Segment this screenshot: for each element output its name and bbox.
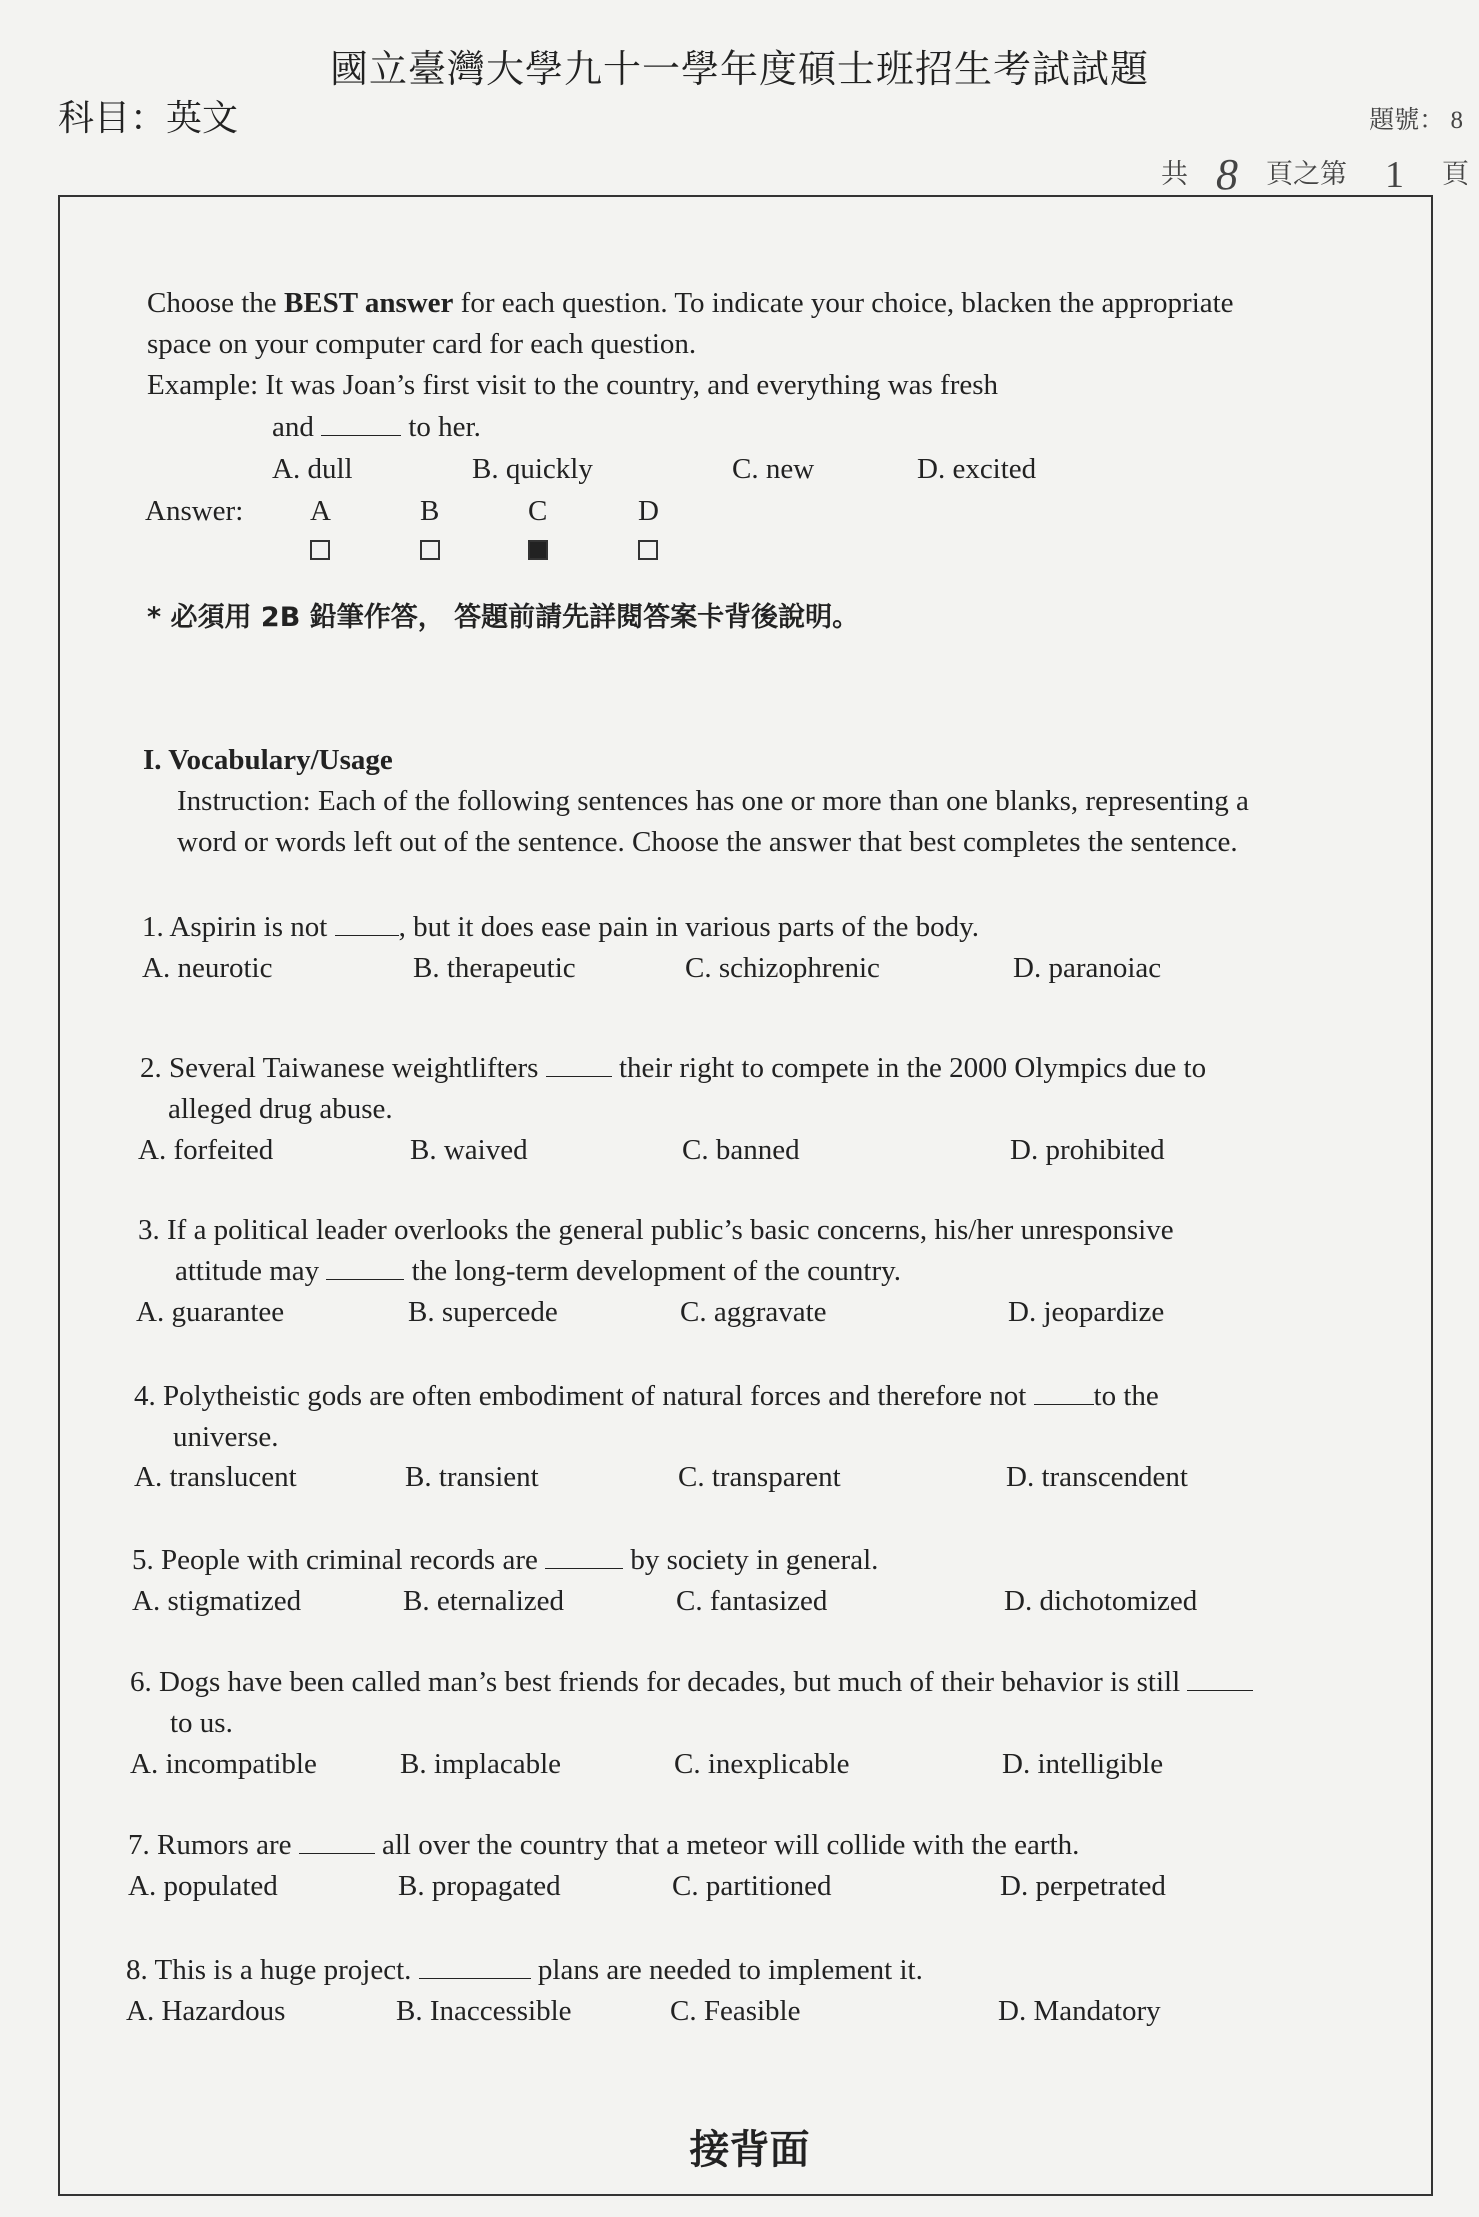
blank	[321, 434, 401, 436]
question-7-option-d: D. perpetrated	[1000, 1870, 1166, 1902]
question-3-line-2	[175, 1251, 901, 1292]
question-7-line-1	[128, 1825, 1079, 1866]
question-1-option-b: B. therapeutic	[413, 952, 576, 984]
question-8-line-1	[126, 1950, 923, 1991]
question-6-line-2	[170, 1703, 233, 1744]
example-line-2	[272, 407, 481, 448]
question-text: 5. People with criminal records are	[132, 1544, 546, 1576]
example-text: and	[272, 411, 314, 443]
section-title: I. Vocabulary/Usage	[143, 744, 393, 776]
answer-box-d	[638, 540, 658, 560]
question-text: to the	[1093, 1380, 1159, 1412]
blank	[335, 934, 399, 936]
question-4-option-d: D. transcendent	[1006, 1461, 1188, 1493]
example-line-1: Example: It was Joan’s first visit to the country, and everything was fresh	[147, 369, 999, 401]
question-1-option-c: C. schizophrenic	[685, 952, 880, 984]
answer-letter-c: C	[528, 495, 548, 527]
blank	[299, 1852, 375, 1854]
instruction-bold: BEST answer	[283, 287, 454, 319]
question-text: 1. Aspirin is not	[142, 911, 335, 943]
question-6-option-a: A. incompatible	[130, 1748, 317, 1780]
question-8-option-c: C. Feasible	[670, 1995, 801, 2027]
page-suffix: 頁	[1442, 159, 1469, 189]
answer-box-b	[420, 540, 440, 560]
question-8-option-b: B. Inaccessible	[396, 1995, 572, 2027]
question-8-option-d: D. Mandatory	[998, 1995, 1161, 2027]
page-info	[1161, 143, 1469, 199]
instruction-text: Choose the	[147, 287, 284, 319]
example-option-a: A. dull	[272, 453, 353, 485]
current-page: 1	[1385, 154, 1404, 196]
question-2-option-b: B. waived	[410, 1134, 528, 1166]
question-text: plans are needed to implement it.	[530, 1954, 923, 1986]
note-bold: 2B	[260, 602, 301, 633]
instruction-text: for each question. To indicate your choice, blacken the appropriate	[453, 287, 1234, 319]
question-text: 4. Polytheistic gods are often embodiment of natural forces and therefore not	[134, 1380, 1034, 1412]
example-option-c: C. new	[732, 453, 815, 485]
section-instruction-line-1: Instruction: Each of the following sentences has one or more than one blanks, representing a	[177, 785, 1249, 817]
instruction-line-1	[147, 283, 1234, 324]
answer-letter-d: D	[638, 495, 659, 527]
answer-letter-a: A	[310, 495, 331, 527]
question-6-line-1	[130, 1662, 1253, 1703]
question-7-option-a: A. populated	[128, 1870, 278, 1902]
question-4-line-2	[173, 1417, 279, 1458]
subject-label: 科目：英文	[58, 98, 239, 138]
question-3-option-d: D. jeopardize	[1008, 1296, 1165, 1328]
question-text: , but it does ease pain in various parts of the body.	[398, 911, 979, 943]
question-5-option-c: C. fantasized	[676, 1585, 828, 1617]
exam-title: 國立臺灣大學九十一學年度碩士班招生考試試題	[329, 49, 1149, 91]
question-text: the long-term development of the country.	[404, 1255, 902, 1287]
total-prefix: 共	[1161, 159, 1188, 189]
question-2-option-a: A. forfeited	[138, 1134, 274, 1166]
question-number	[1369, 100, 1463, 136]
question-3-option-c: C. aggravate	[680, 1296, 827, 1328]
question-6-option-b: B. implacable	[400, 1748, 562, 1780]
question-text: alleged drug abuse.	[168, 1093, 393, 1125]
question-3-option-b: B. supercede	[408, 1296, 558, 1328]
question-2-option-d: D. prohibited	[1010, 1134, 1165, 1166]
question-1-option-d: D. paranoiac	[1013, 952, 1162, 984]
question-3-option-a: A. guarantee	[136, 1296, 285, 1328]
answer-letter-b: B	[420, 495, 440, 527]
question-5-option-a: A. stigmatized	[132, 1585, 302, 1617]
blank	[1034, 1403, 1094, 1405]
question-2-option-c: C. banned	[682, 1134, 800, 1166]
question-4-option-a: A. translucent	[134, 1461, 297, 1493]
question-5-option-d: D. dichotomized	[1004, 1585, 1198, 1617]
question-4-line-1	[134, 1376, 1159, 1417]
example-option-d: D. excited	[917, 453, 1037, 485]
question-1-line-1	[142, 907, 979, 948]
question-text: 2. Several Taiwanese weightlifters	[140, 1052, 546, 1084]
question-text: 7. Rumors are	[128, 1829, 299, 1861]
question-7-option-c: C. partitioned	[672, 1870, 832, 1902]
question-text: to us.	[170, 1707, 233, 1739]
question-text: 3. If a political leader overlooks the general public’s basic concerns, his/her unresponsive	[138, 1214, 1174, 1246]
blank	[419, 1977, 531, 1979]
example-option-b: B. quickly	[472, 453, 593, 485]
page-mid: 頁之第	[1266, 159, 1347, 189]
question-text: all over the country that a meteor will collide with the earth.	[374, 1829, 1080, 1861]
question-2-line-1	[140, 1048, 1206, 1089]
answer-box-a	[310, 540, 330, 560]
answer-box-c-filled	[528, 540, 548, 560]
question-4-option-c: C. transparent	[678, 1461, 841, 1493]
question-4-option-b: B. transient	[405, 1461, 539, 1493]
question-text: universe.	[173, 1421, 279, 1453]
question-5-line-1	[132, 1540, 878, 1581]
blank	[326, 1278, 404, 1280]
question-number-value: 8	[1450, 107, 1463, 134]
answer-label: Answer:	[145, 495, 244, 527]
question-8-option-a: A. Hazardous	[126, 1995, 286, 2027]
question-5-option-b: B. eternalized	[403, 1585, 565, 1617]
continue-on-back: 接背面	[689, 2126, 810, 2173]
note-text: 鉛筆作答， 答題前請先詳閱答案卡背後說明。	[300, 602, 860, 633]
section-instruction-line-2: word or words left out of the sentence. Choose the answer that best completes the sentence.	[177, 826, 1238, 858]
question-1-option-a: A. neurotic	[142, 952, 273, 984]
example-text: to her.	[408, 411, 481, 443]
question-6-option-d: D. intelligible	[1002, 1748, 1164, 1780]
question-text: attitude may	[175, 1255, 327, 1287]
question-text: by society in general.	[623, 1544, 879, 1576]
question-text: 8. This is a huge project.	[126, 1954, 419, 1986]
question-text: 6. Dogs have been called man’s best friends for decades, but much of their behavior is still	[130, 1666, 1188, 1698]
note-text: * 必須用	[147, 602, 261, 633]
blank	[546, 1075, 612, 1077]
blank	[545, 1567, 623, 1569]
question-7-option-b: B. propagated	[398, 1870, 561, 1902]
question-2-line-2	[168, 1089, 393, 1130]
total-pages: 8	[1216, 150, 1238, 199]
question-6-option-c: C. inexplicable	[674, 1748, 850, 1780]
pencil-note	[147, 597, 859, 638]
question-text: their right to compete in the 2000 Olympics due to	[611, 1052, 1207, 1084]
question-number-label: 題號：	[1369, 107, 1445, 134]
question-3-line-1	[138, 1210, 1174, 1251]
blank	[1187, 1689, 1253, 1691]
instruction-line-2: space on your computer card for each question.	[147, 328, 697, 360]
